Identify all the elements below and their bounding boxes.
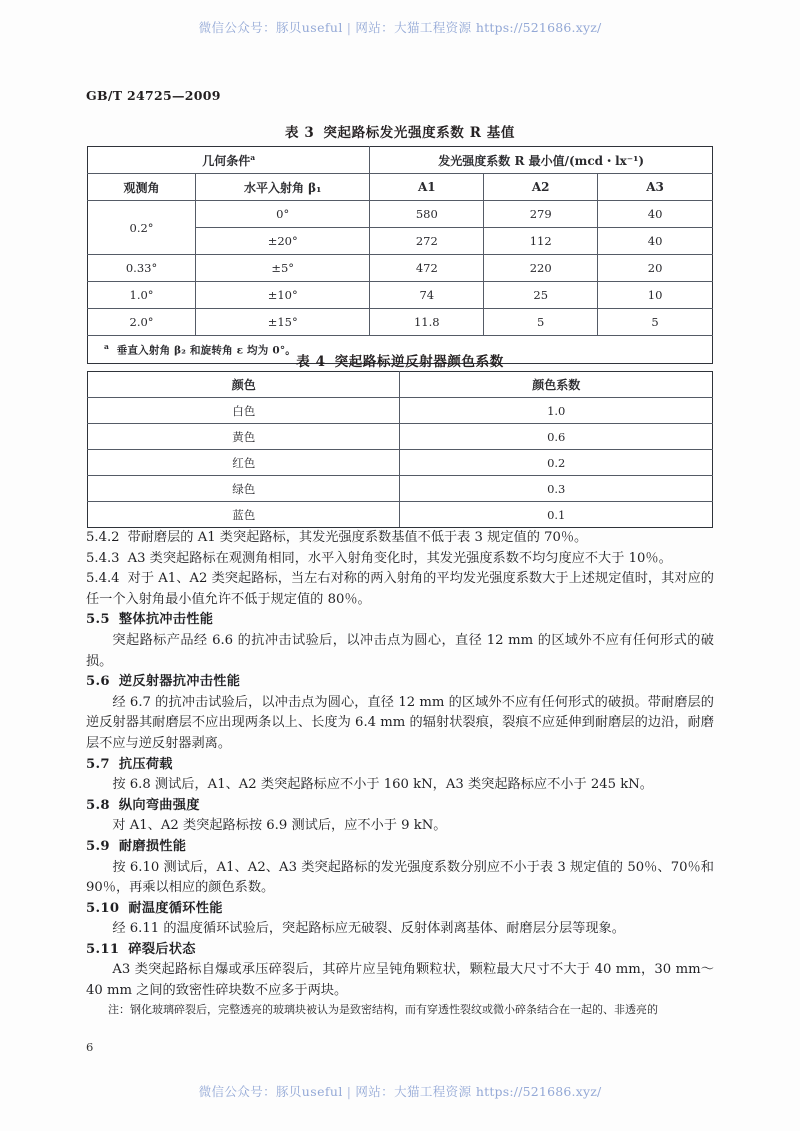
table3-cell-entrance: ±10° xyxy=(196,282,370,309)
clause-5-5-paragraph: 突起路标产品经 6.6 的抗冲击试验后，以冲击点为圆心，直径 12 mm 的区域外不应有任何形式的破损。 xyxy=(86,632,714,669)
table3-cell-a3: 40 xyxy=(598,228,713,255)
table3-cell-obs: 2.0° xyxy=(88,309,196,336)
watermark-bottom xyxy=(0,1082,800,1100)
clause-5-9-number: 5.9 xyxy=(86,838,110,854)
table-row xyxy=(88,450,713,476)
clause-5-4-4 xyxy=(86,569,714,610)
clause-5-10-number: 5.10 xyxy=(86,900,120,916)
table3-cell-a3: 10 xyxy=(598,282,713,309)
watermark-site-name: 大猫工程资源 xyxy=(394,1084,472,1099)
table4-cell-coefficient: 0.3 xyxy=(400,476,713,502)
table3-cell-a2: 25 xyxy=(484,282,598,309)
table4-cell-color: 白色 xyxy=(88,398,400,424)
clause-5-4-2-number: 5.4.2 xyxy=(86,530,120,545)
watermark-site-label: 网站： xyxy=(355,1084,395,1099)
clause-5-6-paragraph: 经 6.7 的抗冲击试验后，以冲击点为圆心，直径 12 mm 的区域外不应有任何形式的破损。带耐磨层的逆反射器其耐磨层不应出现两条以上、长度为 6.4 mm 的辐射状裂痕，裂痕不应延伸到耐磨层的边沿，耐磨层不应与逆反射器剥离。 xyxy=(86,694,714,751)
table-row xyxy=(88,282,713,309)
table3-cell-a3: 5 xyxy=(598,309,713,336)
clause-5-4-3 xyxy=(86,549,714,570)
table3-cell-a1: 472 xyxy=(370,255,484,282)
clause-5-4-4-number: 5.4.4 xyxy=(86,571,120,587)
table3-group-intensity: 发光强度系数 R 最小值/(mcd・lx⁻¹) xyxy=(370,147,713,174)
clause-5-11-heading xyxy=(86,940,714,961)
clause-5-4-3-number: 5.4.3 xyxy=(86,550,120,566)
clause-5-6-title: 逆反射器抗冲击性能 xyxy=(118,674,241,690)
table-row xyxy=(88,476,713,502)
table4-cell-color: 红色 xyxy=(88,450,400,476)
table3-caption-number: 表 3 xyxy=(284,125,315,141)
table3-caption xyxy=(0,121,800,141)
table4-caption-number: 表 4 xyxy=(296,354,326,370)
table3-col-entrance: 水平入射角 β₁ xyxy=(196,174,370,201)
clause-5-8-paragraph: 对 A1、A2 类突起路标按 6.9 测试后，应不小于 9 kN。 xyxy=(112,818,447,834)
table4-cell-color: 黄色 xyxy=(88,424,400,450)
clause-5-7-paragraph: 按 6.8 测试后，A1、A2 类突起路标应不小于 160 kN，A3 类突起路标应不小于 245 kN。 xyxy=(112,777,653,793)
table-row-header xyxy=(88,372,713,398)
table3-cell-entrance: ±5° xyxy=(196,255,370,282)
clause-5-5-number: 5.5 xyxy=(86,612,110,628)
table4-cell-coefficient: 0.6 xyxy=(400,424,713,450)
watermark-site-label: 网站： xyxy=(355,20,395,35)
table3-cell-a1: 272 xyxy=(370,228,484,255)
table3-group-geometry xyxy=(88,147,370,174)
table-row xyxy=(88,424,713,450)
table3-cell-a2: 220 xyxy=(484,255,598,282)
table-row xyxy=(88,502,713,528)
table3-footnote-text: 垂直入射角 β₂ 和旋转角 ε 均为 0°。 xyxy=(116,344,296,357)
table3-cell-a2: 279 xyxy=(484,201,598,228)
clause-5-5-heading xyxy=(86,610,714,631)
page-number: 6 xyxy=(86,1040,94,1054)
table-3-luminous-intensity xyxy=(87,146,713,364)
table-row xyxy=(88,201,713,228)
table-row-header-cols xyxy=(88,174,713,201)
table3-footnote-marker: a xyxy=(104,341,110,351)
clause-5-7-heading xyxy=(86,755,714,776)
table4-cell-coefficient: 0.2 xyxy=(400,450,713,476)
table3-group-geometry-sup: a xyxy=(250,152,256,162)
table4-col-color: 颜色 xyxy=(88,372,400,398)
watermark-top xyxy=(0,18,800,36)
table3-cell-a3: 40 xyxy=(598,201,713,228)
clause-5-11-title: 碎裂后状态 xyxy=(128,941,196,957)
clause-5-6-number: 5.6 xyxy=(86,674,110,690)
table3-cell-obs: 1.0° xyxy=(88,282,196,309)
table4-cell-color: 绿色 xyxy=(88,476,400,502)
table3-cell-a2: 112 xyxy=(484,228,598,255)
clause-5-7-title: 抗压荷载 xyxy=(118,756,173,772)
clause-5-10-paragraph: 经 6.11 的温度循环试验后，突起路标应无破裂、反射体剥离基体、耐磨层分层等现象。 xyxy=(112,921,625,937)
clause-5-7-number: 5.7 xyxy=(86,756,110,772)
table4-cell-coefficient: 1.0 xyxy=(400,398,713,424)
table3-col-a3: A3 xyxy=(598,174,713,201)
table4-col-coefficient: 颜色系数 xyxy=(400,372,713,398)
table3-cell-entrance: ±15° xyxy=(196,309,370,336)
watermark-wechat-name: 豚贝useful xyxy=(276,1084,343,1099)
table-row xyxy=(88,255,713,282)
clause-5-4-4-text: 对于 A1、A2 类突起路标，当左右对称的两入射角的平均发光强度系数大于上述规定值时，其对应的任一个入射角最小值允许不低于规定值的 80％。 xyxy=(86,571,714,607)
table-row-header-group xyxy=(88,147,713,174)
table3-cell-obs: 0.2° xyxy=(88,201,196,255)
clause-5-4-2-text: 带耐磨层的 A1 类突起路标，其发光强度系数基值不低于表 3 规定值的 70％。 xyxy=(127,530,588,545)
watermark-separator: | xyxy=(346,20,352,35)
clause-5-11-note: 注：钢化玻璃碎裂后，完整透亮的玻璃块被认为是致密结构，而有穿透性裂纹或微小碎条结合在一起的、非透亮的 xyxy=(108,1002,658,1016)
table4-cell-color: 蓝色 xyxy=(88,502,400,528)
table-row xyxy=(88,309,713,336)
clause-5-6-heading xyxy=(86,672,714,693)
table3-cell-a1: 11.8 xyxy=(370,309,484,336)
table3-cell-entrance: 0° xyxy=(196,201,370,228)
clause-5-9-paragraph: 按 6.10 测试后，A1、A2、A3 类突起路标的发光强度系数分别应不小于表 3 规定值的 50％、70％和 90％，再乘以相应的颜色系数。 xyxy=(86,859,714,896)
clause-5-4-2 xyxy=(86,528,714,549)
body-content xyxy=(86,528,714,1018)
clause-5-8-heading xyxy=(86,796,714,817)
clause-5-10-heading xyxy=(86,899,714,920)
table3-col-observation: 观测角 xyxy=(88,174,196,201)
watermark-site-name: 大猫工程资源 xyxy=(394,20,472,35)
table3-cell-a3: 20 xyxy=(598,255,713,282)
clause-5-9-title: 耐磨损性能 xyxy=(118,838,187,854)
table3-col-a1: A1 xyxy=(370,174,484,201)
table3-cell-a2: 5 xyxy=(484,309,598,336)
clause-5-4-3-text: A3 类突起路标在观测角相同，水平入射角变化时，其发光强度系数不均匀度应不大于 10％。 xyxy=(127,550,672,566)
clause-5-5-title: 整体抗冲击性能 xyxy=(118,612,214,628)
table3-cell-a1: 580 xyxy=(370,201,484,228)
standard-number: GB/T 24725—2009 xyxy=(86,88,221,103)
table3-cell-a1: 74 xyxy=(370,282,484,309)
clause-5-8-title: 纵向弯曲强度 xyxy=(118,797,200,813)
watermark-url: https://521686.xyz/ xyxy=(475,1084,602,1099)
table-row xyxy=(88,398,713,424)
table3-group-geometry-label: 几何条件 xyxy=(202,153,251,168)
watermark-url: https://521686.xyz/ xyxy=(475,20,602,35)
table3-caption-text: 突起路标发光强度系数 R 基值 xyxy=(323,125,516,141)
table3-col-a2: A2 xyxy=(484,174,598,201)
clause-5-10-title: 耐温度循环性能 xyxy=(128,900,223,916)
table4-cell-coefficient: 0.1 xyxy=(400,502,713,528)
watermark-wechat-label: 微信公众号： xyxy=(198,1084,276,1099)
clause-5-11-paragraph: A3 类突起路标自爆或承压碎裂后，其碎片应呈钝角颗粒状，颗粒最大尺寸不大于 40 mm，30 mm～40 mm 之间的致密性碎块数不应多于两块。 xyxy=(86,962,714,999)
watermark-wechat-name: 豚贝useful xyxy=(276,20,343,35)
clause-5-11-number: 5.11 xyxy=(86,941,120,957)
table4-caption xyxy=(0,350,800,370)
table3-cell-entrance: ±20° xyxy=(196,228,370,255)
table-4-color-coefficient xyxy=(87,371,713,528)
clause-5-8-number: 5.8 xyxy=(86,797,110,813)
table3-cell-obs: 0.33° xyxy=(88,255,196,282)
table4-caption-text: 突起路标逆反射器颜色系数 xyxy=(334,354,504,370)
watermark-wechat-label: 微信公众号： xyxy=(198,20,276,35)
clause-5-9-heading xyxy=(86,837,714,858)
watermark-separator: | xyxy=(346,1084,352,1099)
